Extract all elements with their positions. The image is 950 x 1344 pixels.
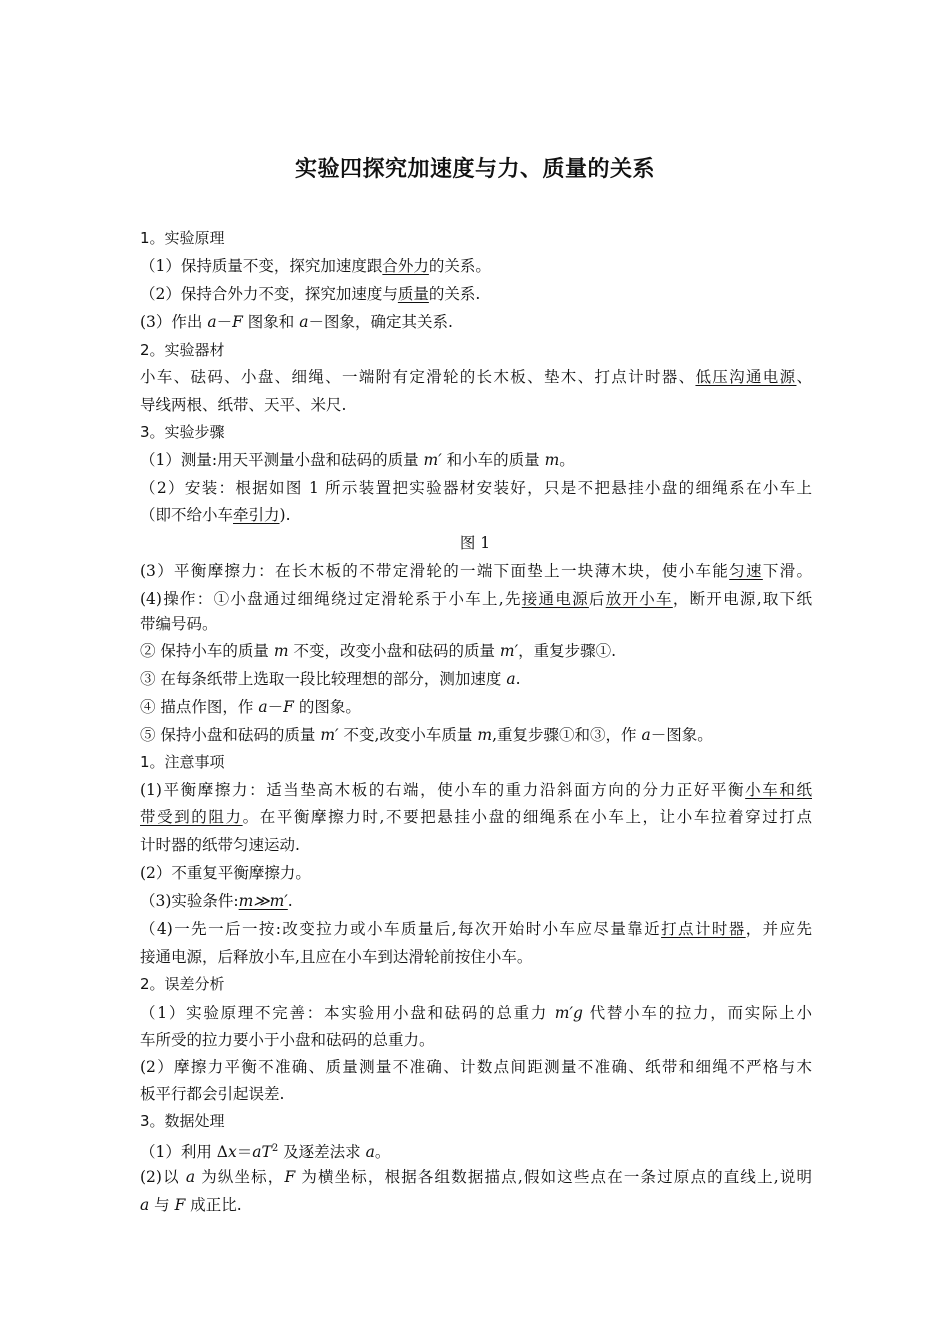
- page-title: 实验四探究加速度与力、质量的关系: [294, 157, 655, 182]
- steps-line-2: （2）安装：根据如图 1 所示装置把实验器材安装好，只是不把悬挂小盘的细绳系在小车上: [140, 479, 812, 497]
- notes-line-4: (2）不重复平衡摩擦力。: [140, 864, 311, 882]
- section-heading-principle: 1。实验原理: [140, 229, 225, 247]
- equipment-line-1: 小车、砝码、小盘、细绳、一端附有定滑轮的长木板、垫木、打点计时器、低压沟通电源、: [140, 368, 812, 386]
- error-line-4: 板平行都会引起误差.: [140, 1085, 285, 1103]
- data-line-3: a 与 F 成正比.: [140, 1196, 242, 1214]
- steps-line-6: 带编号码。: [140, 615, 218, 633]
- steps-line-4: (3）平衡摩擦力：在长木板的不带定滑轮的一端下面垫上一块薄木块，使小车能匀速下滑。: [140, 562, 812, 580]
- section-heading-data-processing: 3。数据处理: [140, 1112, 225, 1130]
- error-line-2: 车所受的拉力要小于小盘和砝码的总重力。: [140, 1031, 435, 1049]
- steps-line-3: （即不给小车牵引力).: [140, 506, 291, 524]
- notes-line-3: 计时器的纸带匀速运动.: [140, 836, 300, 854]
- section-heading-steps: 3。实验步骤: [140, 423, 225, 441]
- notes-line-1: (1)平衡摩擦力：适当垫高木板的右端，使小车的重力沿斜面方向的分力正好平衡小车和纸: [140, 781, 812, 799]
- notes-line-2: 带受到的阻力。在平衡摩擦力时,不要把悬挂小盘的细绳系在小车上，让小车拉着穿过打点: [140, 808, 812, 826]
- steps-line-1: （1）测量:用天平测量小盘和砝码的质量 m′ 和小车的质量 m。: [140, 451, 575, 469]
- steps-line-9: ④ 描点作图，作 a－F 的图象。: [140, 698, 361, 716]
- notes-line-5: （3)实验条件:m≫m′.: [140, 892, 293, 910]
- principle-line-1: （1）保持质量不变，探究加速度跟合外力的关系。: [140, 257, 491, 275]
- equipment-line-2: 导线两根、纸带、天平、米尺.: [140, 396, 347, 414]
- data-line-1: （1）利用 $\Delta x=aT^2$ 及逐差法求 a。: [140, 1143, 391, 1162]
- steps-line-5: (4)操作：①小盘通过细绳绕过定滑轮系于小车上,先接通电源后放开小车，断开电源,取下纸: [140, 590, 812, 608]
- steps-line-10: ⑤ 保持小盘和砝码的质量 m′ 不变,改变小车质量 m,重复步骤①和③，作 a－图象。: [140, 726, 713, 744]
- error-line-1: （1）实验原理不完善：本实验用小盘和砝码的总重力 m′g 代替小车的拉力，而实际上小: [140, 1004, 812, 1022]
- error-line-3: (2）摩擦力平衡不准确、质量测量不准确、计数点间距测量不准确、纸带和细绳不严格与木: [140, 1058, 812, 1076]
- principle-line-3: (3）作出 a－F 图象和 a－图象，确定其关系.: [140, 313, 453, 331]
- principle-line-2: （2）保持合外力不变，探究加速度与质量的关系.: [140, 285, 481, 303]
- notes-line-7: 接通电源，后释放小车,且应在小车到达滑轮前按住小车。: [140, 948, 533, 966]
- data-line-2: (2)以 a 为纵坐标，F 为横坐标，根据各组数据描点,假如这些点在一条过原点的直线上,说明: [140, 1168, 812, 1186]
- section-heading-equipment: 2。实验器材: [140, 341, 225, 359]
- steps-line-8: ③ 在每条纸带上选取一段比较理想的部分，测加速度 a.: [140, 670, 521, 688]
- steps-line-7: ② 保持小车的质量 m 不变，改变小盘和砝码的质量 m′，重复步骤①.: [140, 642, 617, 660]
- section-heading-error-analysis: 2。误差分析: [140, 975, 225, 993]
- notes-line-6: （4)一先一后一按:改变拉力或小车质量后,每次开始时小车应尽量靠近打点计时器，并应先: [140, 920, 812, 938]
- section-heading-notes: 1。注意事项: [140, 753, 225, 771]
- figure-caption: 图 1: [459, 534, 491, 552]
